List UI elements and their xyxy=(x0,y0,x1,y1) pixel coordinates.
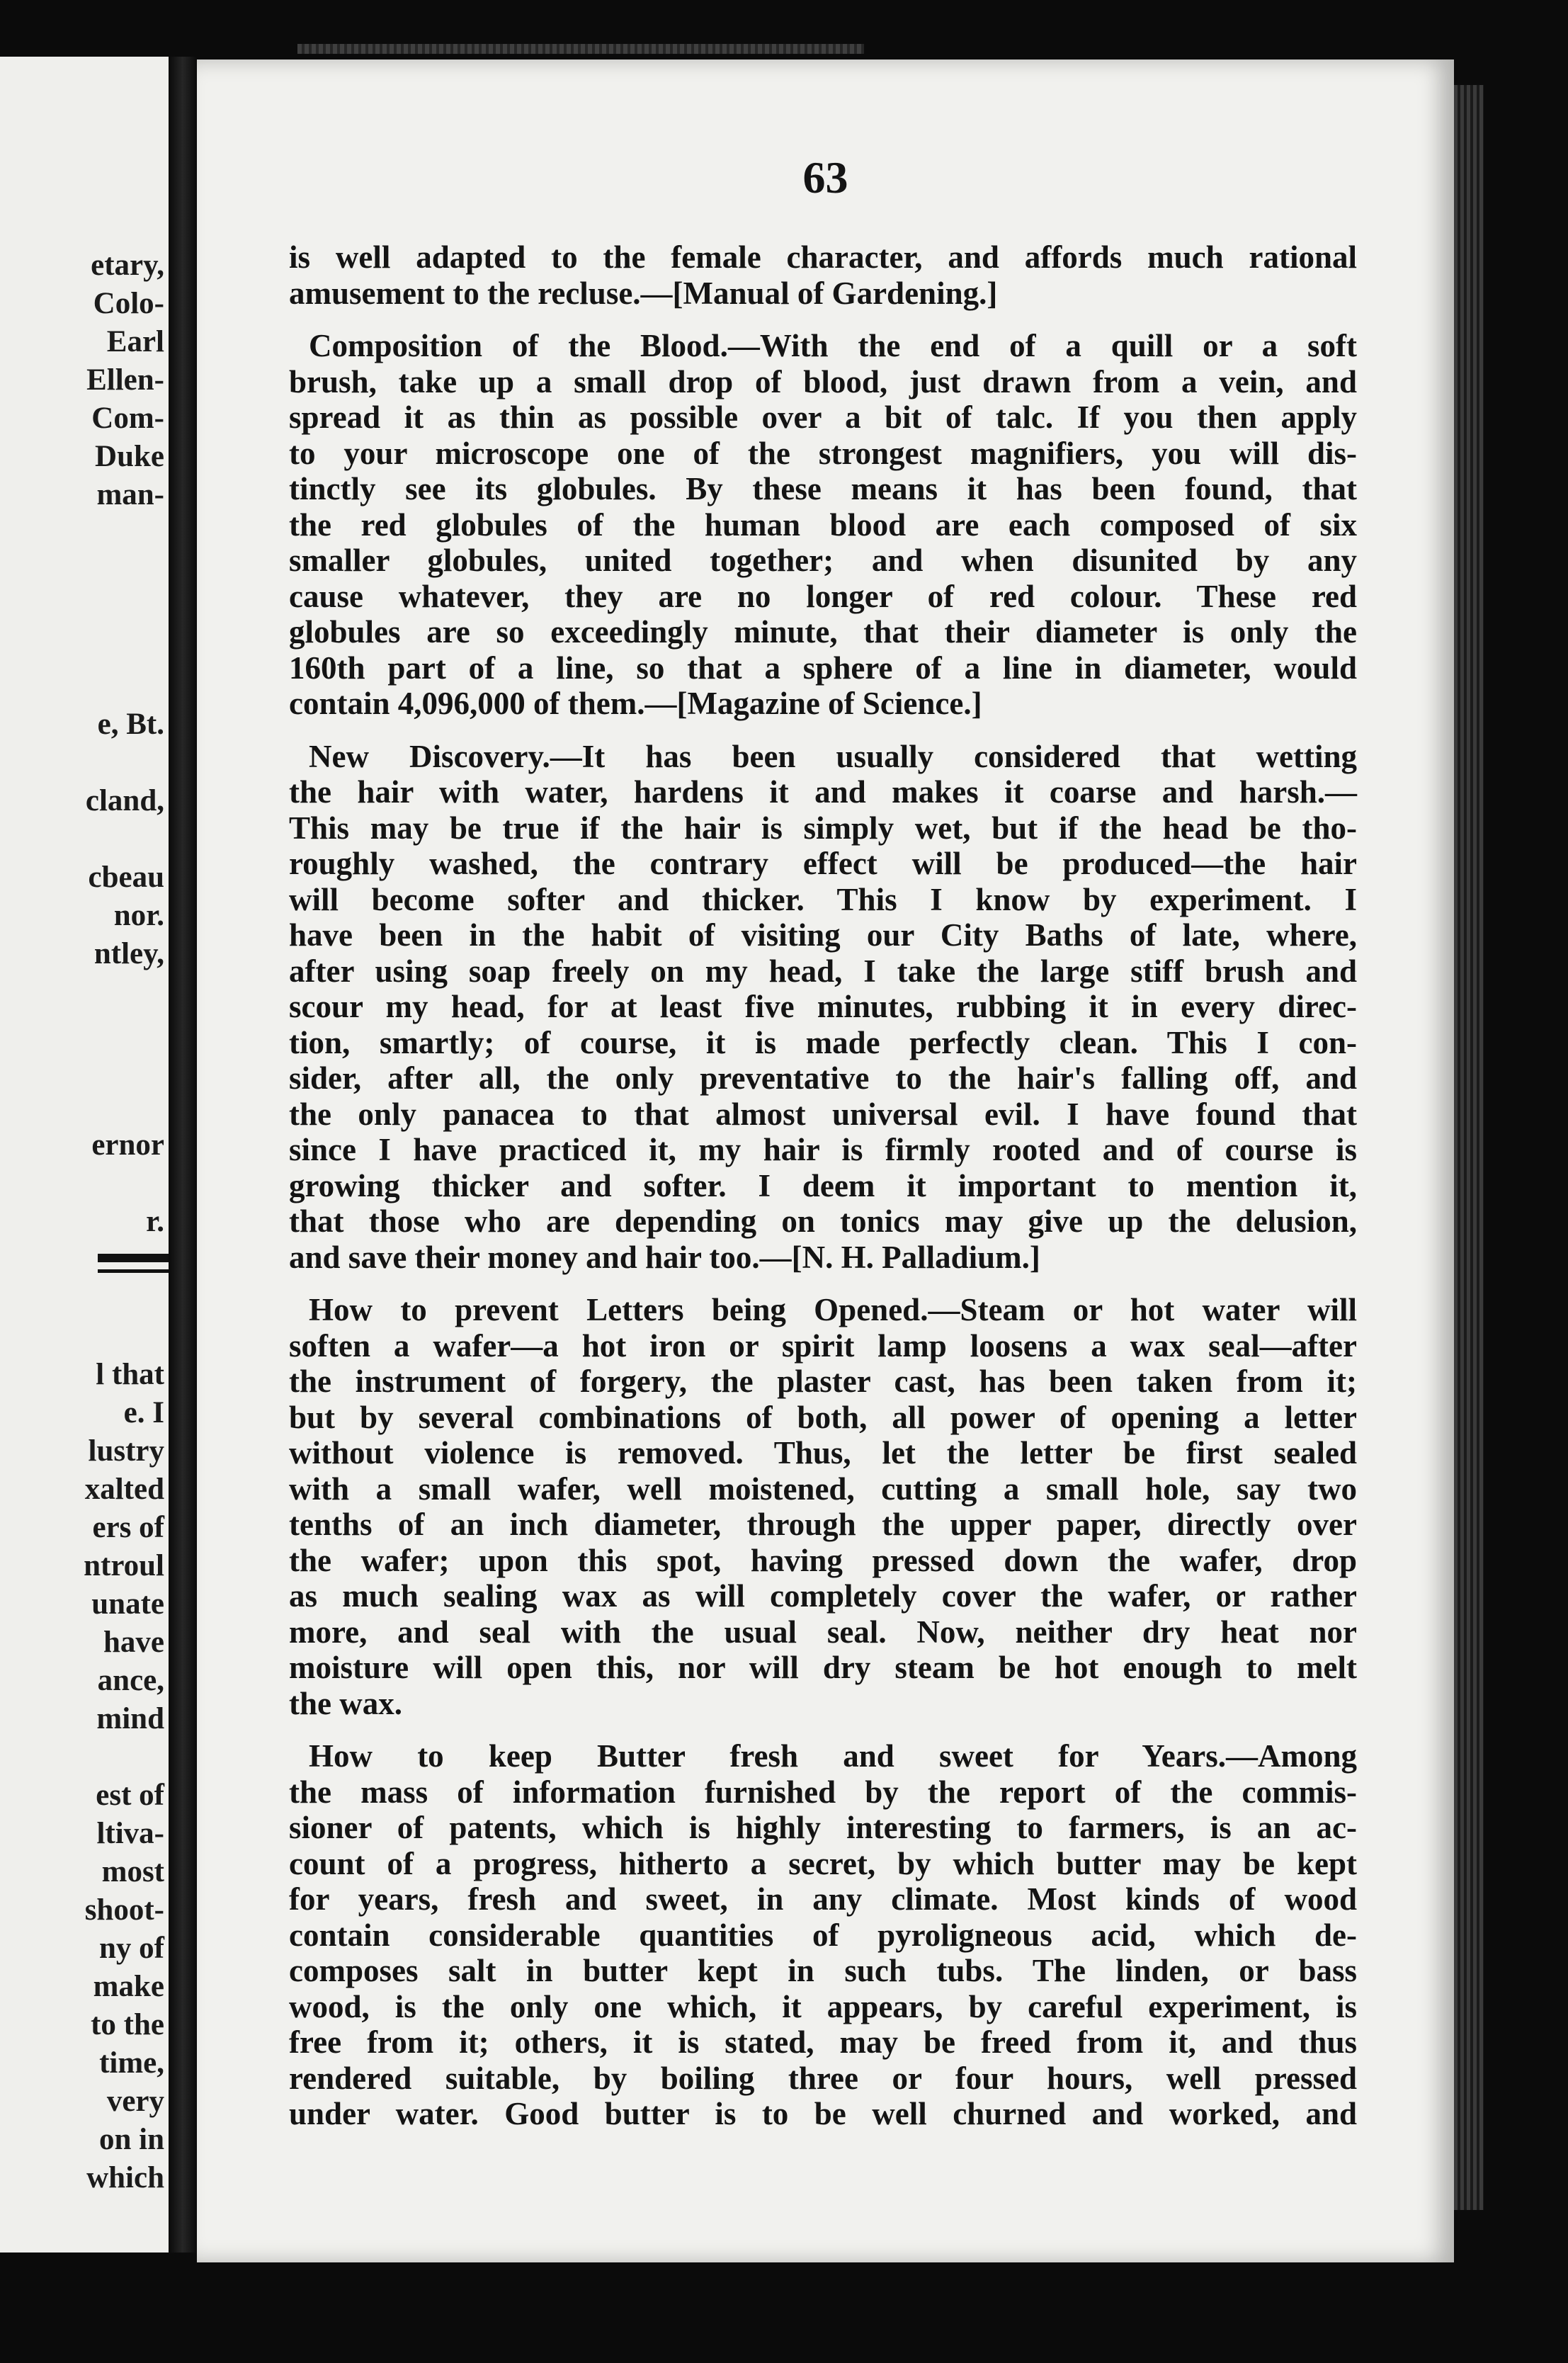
divider-rule xyxy=(98,1269,169,1273)
text-line: the wafer; upon this spot, having pressed down the wafer, drop xyxy=(289,1542,1357,1578)
text-line: tinctly see its globules. By these means it has been found, that xyxy=(289,471,1357,506)
text-line: free from it; others, it is stated, may be freed from it, and thus xyxy=(289,2024,1357,2060)
left-page-text-fragment: Duke xyxy=(95,440,164,473)
text-line: moisture will open this, nor will dry steam be hot enough to melt xyxy=(289,1650,1357,1685)
text-line: wood, is the only one which, it appears, by careful experiment, is xyxy=(289,1988,1357,2024)
text-line: the only panacea to that almost universal evil. I have found that xyxy=(289,1096,1357,1132)
text-line: the mass of information furnished by the report of the commis- xyxy=(289,1774,1357,1810)
left-page-text-fragment: most xyxy=(101,1855,164,1888)
book-gutter xyxy=(169,57,197,2252)
left-page-text-fragment: very xyxy=(106,2085,164,2118)
text-line: more, and seal with the usual seal. Now, neither dry heat nor xyxy=(289,1614,1357,1650)
text-line: since I have practiced it, my hair is firmly rooted and of course is xyxy=(289,1132,1357,1167)
left-page-text-fragment: time, xyxy=(99,2046,164,2080)
text-line: that those who are depending on tonics may give up the delusion, xyxy=(289,1203,1357,1239)
left-page-text-fragment: ltiva- xyxy=(96,1817,164,1850)
text-line: will become softer and thicker. This I know by experiment. I xyxy=(289,881,1357,917)
left-page-text-fragment: ernor xyxy=(91,1128,164,1162)
left-page-text-fragment: etary, xyxy=(91,249,164,282)
left-page-text-fragment: ntley, xyxy=(93,937,164,970)
left-page-text-fragment: Earl xyxy=(106,325,164,358)
text-line: sider, after all, the only preventative to the hair's falling off, and xyxy=(289,1060,1357,1096)
paragraph-gap xyxy=(289,1721,1357,1738)
text-line: globules are so exceedingly minute, that their diameter is only the xyxy=(289,614,1357,650)
text-line: scour my head, for at least five minutes, rubbing it in every direc- xyxy=(289,989,1357,1024)
text-line: the red globules of the human blood are each composed of six xyxy=(289,506,1357,543)
text-line: tenths of an inch diameter, through the upper paper, directly over xyxy=(289,1507,1357,1542)
text-line: roughly washed, the contrary effect will be produced—the hair xyxy=(289,846,1357,881)
text-line: without violence is removed. Thus, let the letter be first sealed xyxy=(289,1435,1357,1470)
text-line: after using soap freely on my head, I take the large stiff brush and xyxy=(289,953,1357,989)
text-line: cause whatever, they are no longer of red colour. These red xyxy=(289,578,1357,614)
text-line: with a small wafer, well moistened, cutting a small hole, say two xyxy=(289,1470,1357,1507)
divider-rule xyxy=(98,1254,169,1262)
left-page-text-fragment: Colo- xyxy=(93,287,164,320)
left-page-text-fragment: mind xyxy=(96,1702,164,1735)
left-page-text-fragment: ntroul xyxy=(84,1549,164,1582)
left-page-text-fragment: ance, xyxy=(97,1664,164,1697)
left-page-text-fragment: ny of xyxy=(99,1932,164,1965)
text-line: for years, fresh and sweet, in any climate. Most kinds of wood xyxy=(289,1881,1357,1917)
left-page-text-fragment: Com- xyxy=(91,402,164,435)
text-line: This may be true if the hair is simply wet, but if the head be tho- xyxy=(289,810,1357,846)
left-page-fragment xyxy=(0,57,169,2252)
text-line: How to prevent Letters being Opened.—Steam or hot water will xyxy=(309,1292,1357,1327)
text-line: the wax. xyxy=(289,1685,402,1721)
text-line: smaller globules, united together; and when disunited by any xyxy=(289,543,1357,578)
page-edge xyxy=(1454,85,1484,2210)
left-page-text-fragment: to the xyxy=(91,2008,164,2041)
text-line: the instrument of forgery, the plaster cast, has been taken from it; xyxy=(289,1364,1357,1399)
left-page-text-fragment: lustry xyxy=(88,1434,164,1468)
text-line: to your microscope one of the strongest magnifiers, you will dis- xyxy=(289,435,1357,471)
text-line: under water. Good butter is to be well churned and worked, and xyxy=(289,2096,1357,2131)
text-line: composes salt in butter kept in such tubs. The linden, or bass xyxy=(289,1953,1357,1988)
left-page-text-fragment: est of xyxy=(96,1779,164,1812)
text-line: as much sealing wax as will completely cover the wafer, or rather xyxy=(289,1578,1357,1614)
text-line: tion, smartly; of course, it is made perfectly clean. This I con- xyxy=(289,1024,1357,1060)
left-page-text-fragment: Ellen- xyxy=(86,363,164,397)
text-line: New Discovery.—It has been usually considered that wetting xyxy=(309,738,1357,774)
text-line: 160th part of a line, so that a sphere of a line in diameter, would xyxy=(289,650,1357,686)
left-page-text-fragment: have xyxy=(103,1626,164,1659)
text-line: brush, take up a small drop of blood, just drawn from a vein, and xyxy=(289,363,1357,400)
text-line: have been in the habit of visiting our City Baths of late, where, xyxy=(289,917,1357,953)
left-page-text-fragment: e. I xyxy=(123,1396,164,1429)
left-page-text-fragment: on in xyxy=(98,2123,164,2156)
text-line: but by several combinations of both, all power of opening a letter xyxy=(289,1399,1357,1435)
left-page-text-fragment: e, Bt. xyxy=(97,708,164,741)
paragraph-gap xyxy=(289,722,1357,739)
left-page-text-fragment: r. xyxy=(146,1205,164,1238)
text-line: and save their money and hair too.—[N. H. Palladium.] xyxy=(289,1239,1040,1275)
text-line: is well adapted to the female character, and affords much rational xyxy=(289,239,1357,275)
text-line: sioner of patents, which is highly interesting to farmers, is an ac- xyxy=(289,1810,1357,1845)
text-line: count of a progress, hitherto a secret, by which butter may be kept xyxy=(289,1845,1357,1881)
scan-top-strip xyxy=(297,44,864,54)
text-line: soften a wafer—a hot iron or spirit lamp loosens a wax seal—after xyxy=(289,1327,1357,1364)
left-page-text-fragment: nor. xyxy=(113,899,164,932)
left-page-text-fragment: make xyxy=(93,1970,164,2003)
left-page-text-fragment: which xyxy=(86,2161,164,2194)
text-line: spread it as thin as possible over a bit of talc. If you then apply xyxy=(289,400,1357,435)
left-page-text-fragment: l that xyxy=(96,1358,164,1391)
paragraph-gap xyxy=(289,311,1357,328)
left-page-text-fragment: man- xyxy=(96,478,164,511)
text-line: the hair with water, hardens it and makes it coarse and harsh.— xyxy=(289,774,1357,810)
page-text xyxy=(289,239,1357,2132)
left-page-text-fragment: cbeau xyxy=(88,861,164,894)
left-page-text-fragment: xalted xyxy=(84,1473,164,1506)
paragraph-gap xyxy=(289,1275,1357,1292)
text-line: How to keep Butter fresh and sweet for Years.—Among xyxy=(309,1738,1357,1774)
text-line: amusement to the recluse.—[Manual of Gardening.] xyxy=(289,275,998,311)
text-line: rendered suitable, by boiling three or four hours, well pressed xyxy=(289,2060,1357,2096)
text-line: contain considerable quantities of pyroligneous acid, which de- xyxy=(289,1917,1357,1953)
text-line: Composition of the Blood.—With the end of a quill or a soft xyxy=(309,328,1357,363)
text-line: growing thicker and softer. I deem it important to mention it, xyxy=(289,1167,1357,1203)
left-page-text-fragment: unate xyxy=(91,1587,164,1621)
left-page-text-fragment: cland, xyxy=(85,784,164,817)
left-page-text-fragment: ers of xyxy=(92,1511,164,1544)
page-number: 63 xyxy=(802,152,848,203)
left-page-text-fragment: shoot- xyxy=(84,1893,164,1927)
text-line: contain 4,096,000 of them.—[Magazine of Science.] xyxy=(289,686,982,721)
